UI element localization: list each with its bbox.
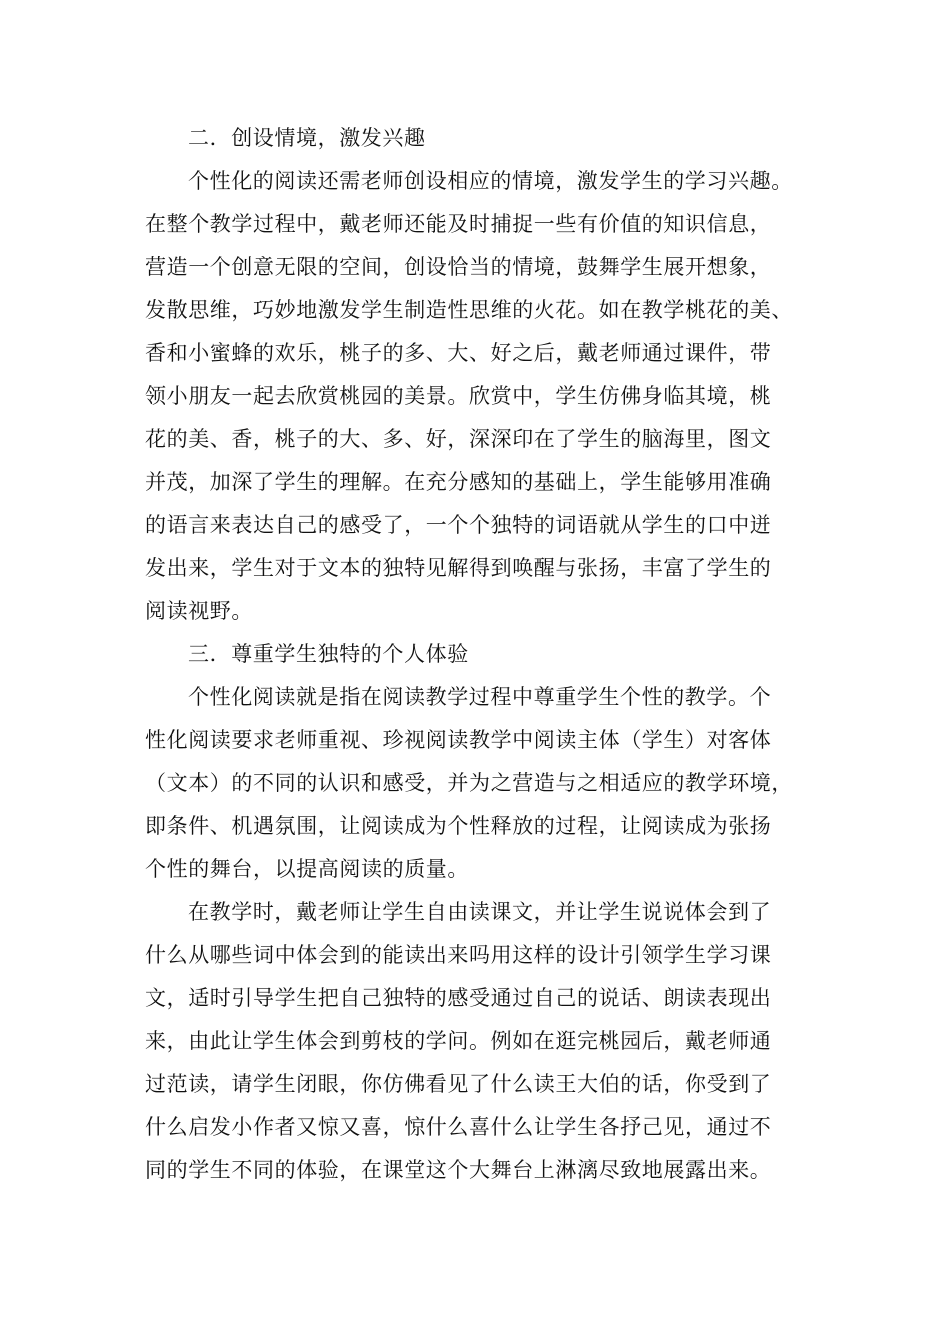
paragraph-line: （文本）的不同的认识和感受，并为之营造与之相适应的教学环境，: [145, 771, 793, 795]
paragraph-line: 性化阅读要求老师重视、珍视阅读教学中阅读主体（学生）对客体: [145, 728, 772, 752]
paragraph-line: 在整个教学过程中，戴老师还能及时捕捉一些有价值的知识信息，: [145, 212, 772, 236]
paragraph-line: 发散思维，巧妙地激发学生制造性思维的火花。如在教学桃花的美、: [145, 298, 793, 322]
paragraph-line: 个性的舞台，以提高阅读的质量。: [145, 857, 469, 881]
paragraph-line: 并茂，加深了学生的理解。在充分感知的基础上，学生能够用准确: [145, 470, 772, 494]
paragraph-line: 什么启发小作者又惊又喜，惊什么喜什么让学生各抒己见，通过不: [145, 1115, 772, 1139]
paragraph-line: 花的美、香，桃子的大、多、好，深深印在了学生的脑海里，图文: [145, 427, 772, 451]
paragraph-line: 即条件、机遇氛围，让阅读成为个性释放的过程，让阅读成为张扬: [145, 814, 772, 838]
paragraph-line: 发出来，学生对于文本的独特见解得到唤醒与张扬，丰富了学生的: [145, 556, 772, 580]
paragraph-line: 营造一个创意无限的空间，创设恰当的情境，鼓舞学生展开想象，: [145, 255, 772, 279]
paragraph-line: 个性化阅读就是指在阅读教学过程中尊重学生个性的教学。个: [188, 685, 772, 709]
paragraph-line: 阅读视野。: [145, 599, 253, 623]
paragraph-line: 文，适时引导学生把自己独特的感受通过自己的说话、朗读表现出: [145, 986, 772, 1010]
paragraph-line: 香和小蜜蜂的欢乐，桃子的多、大、好之后，戴老师通过课件，带: [145, 341, 772, 365]
paragraph-line: 同的学生不同的体验，在课堂这个大舞台上淋漓尽致地展露出来。: [145, 1158, 772, 1182]
paragraph-line: 在教学时，戴老师让学生自由读课文，并让学生说说体会到了: [188, 900, 772, 924]
section-heading-2: 二．创设情境，激发兴趣: [188, 126, 426, 150]
paragraph-line: 来，由此让学生体会到剪枝的学问。例如在逛完桃园后，戴老师通: [145, 1029, 772, 1053]
paragraph-line: 的语言来表达自己的感受了，一个个独特的词语就从学生的口中迸: [145, 513, 772, 537]
paragraph-line: 个性化的阅读还需老师创设相应的情境，激发学生的学习兴趣。: [188, 169, 793, 193]
paragraph-line: 领小朋友一起去欣赏桃园的美景。欣赏中，学生仿佛身临其境，桃: [145, 384, 772, 408]
paragraph-line: 什么从哪些词中体会到的能读出来吗用这样的设计引领学生学习课: [145, 943, 772, 967]
section-heading-3: 三．尊重学生独特的个人体验: [188, 642, 469, 666]
paragraph-line: 过范读，请学生闭眼，你仿佛看见了什么读王大伯的话，你受到了: [145, 1072, 772, 1096]
